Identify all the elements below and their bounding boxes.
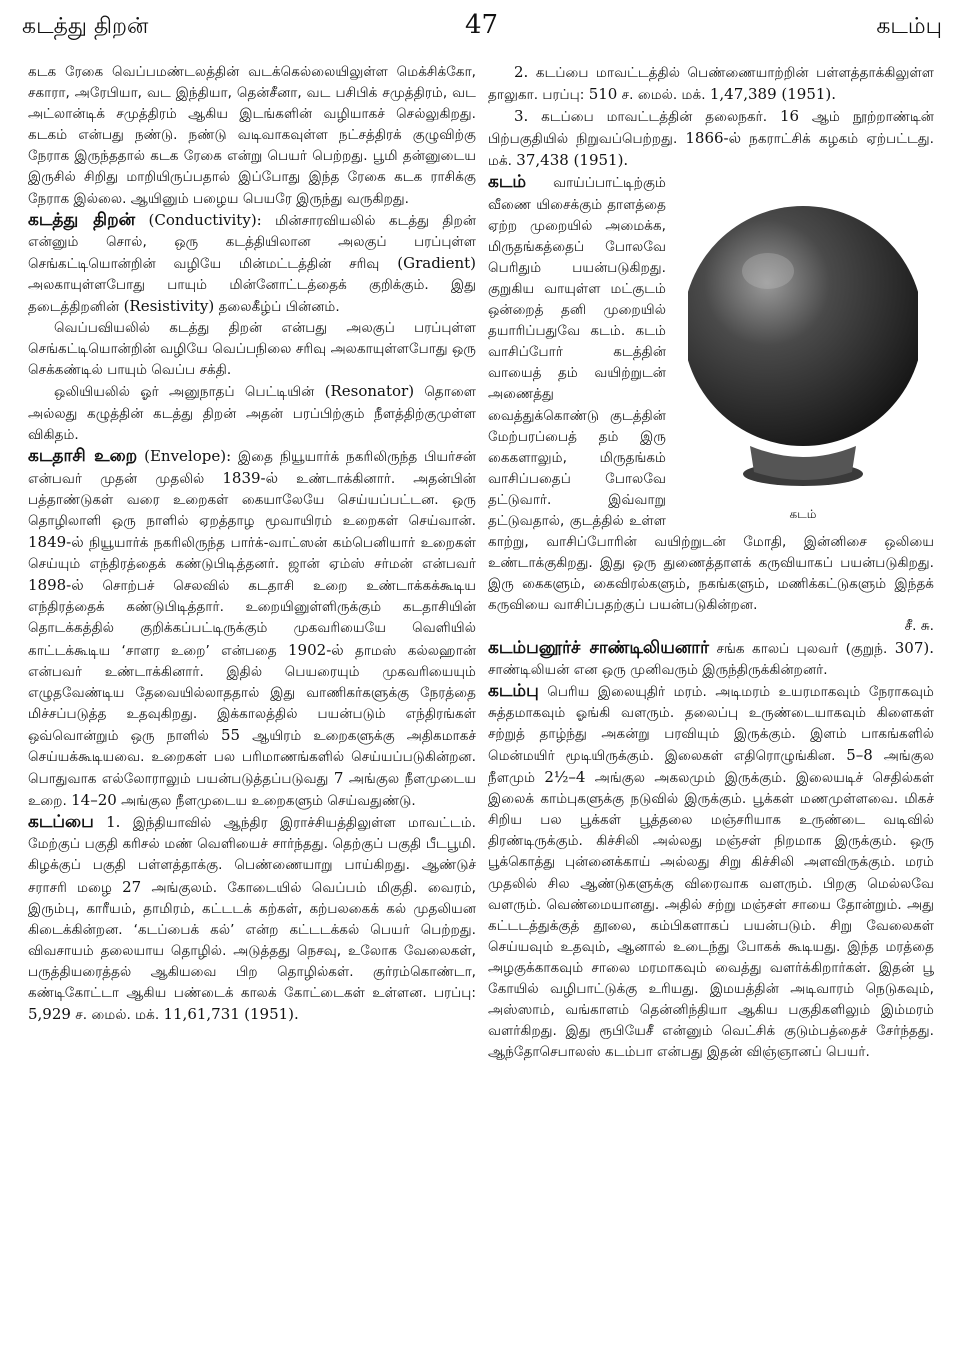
- entry-kadambanur: [488, 638, 934, 681]
- entry-text: கடப்பை மாவட்டத்தில் பெண்ணையாற்றின் பள்ளத்தாக்கிலுள்ள தாலுகா. பரப்பு:: [488, 65, 934, 104]
- year: 1898-ல்: [28, 576, 84, 595]
- number: 5,929: [28, 1005, 71, 1024]
- entry-envelope: [28, 446, 476, 813]
- page-number: 47: [465, 10, 499, 40]
- number: 11,61,731: [163, 1005, 240, 1024]
- entry-text: அங்குல நீளமுடைய உறைகளும் செய்வதுண்டு.: [121, 793, 416, 810]
- paragraph-kadappai-3: [488, 106, 934, 172]
- entry-text: நியூயார்க் நகரிலிருந்த பார்க்-வாட்ஸன் கம்பெனியார் உறைகள் செய்யும் எந்திரத்தைக் கண்டுபிடித்தனர். ஜான் ஏம்ஸ் சர்மன் என்பவர்: [28, 535, 477, 573]
- running-head-left: கடத்து திறன்: [22, 14, 149, 39]
- headword: கடம்பனூர்ச் சாண்டிலியனார்: [488, 637, 710, 658]
- entry-text: அங்குல நீளமுடைய உறை.: [28, 771, 476, 810]
- entry-kadam: [488, 172, 934, 637]
- entry-text: உண்டாக்கினார். அதன்பின் பத்தாண்டுகள் வரை உறைகள் கையாலேயே செய்யப்பட்டன. ஒரு தொழிலாளி ஒரு நாளில் ஏறத்தாழ மூவாயிரம் உறைகள் செய்வான்.: [28, 470, 476, 529]
- entry-text: சொற்பச் செலவில் கடதாசி உறை உண்டாக்கக்கூடிய எந்திரத்தைக் கண்டுபிடித்தார். உறையினுள்ளிருக்கும் கடதாசியின் தொடக்கத்தில் குறிக்கப்பட்டிருக்கும் முகவரியையே வெளியில் காட்டக்கூடிய ‘சாளர உறை’ என்பதை: [28, 578, 476, 659]
- number: 16: [779, 107, 800, 126]
- entry-text: கடப்பை மாவட்டத்தின் தலைநகர்.: [541, 109, 768, 126]
- number: 1,47,389 (1951).: [709, 85, 837, 104]
- ghatam-pot-illustration: [688, 176, 918, 496]
- entry-text: அங்குல அகலமும் இருக்கும். இலையடிச் செதில்கள் இலைக் காம்புகளுக்கு நடுவில் இருக்கும். பூக்கள் மணமுள்ளவை. மிகச் சிறிய பல பூக்கள் பூத்தலை மஞ்சரியாக உருண்டை வடிவில் திரண்டிருக்கும். கிச்சிலி அல்லது மஞ்சள் நிறமாக இருக்கும். ஒரு பூக்கொத்து புன்னைக்காய் அல்லது சிறு கிச்சிலி அளவிருக்கும். மரம் முதலில் சில ஆண்டுகளுக்கு விரைவாக வளரும். பிறகு மெல்லவே வளரும். வெண்மையானது. அதில் சற்று மஞ்சள் சாயை தோன்றும். அது கட்டடத்துக்குத் தூலை, கம்பிகளாகப் பயன்படும். சிறு வேலைகள் செய்யவும் உதவும், ஆனால் உடைந்து போகக் கூடியது. இந்த மரத்தை அழகுக்காகவும் சாலை மரமாகவும் வைத்து வளர்க்கிறார்கள். இதன் பூ கோயில் வழிபாட்டுக்கு உரியது. இமயத்தின் அடிவாரம் நெடுகவும், அஸ்ஸாம், வங்காளம் தென்னிந்தியா ஆகிய பகுதிகளிலும் இம்மரம் வளர்கிறது. இது ரூபியேசீ என்னும் வெட்சிக் குடும்பத்தைச் சேர்ந்தது. ஆந்தோசெபாலஸ் கடம்பா என்பது இதன் விஞ்ஞானப் பெயர்.: [488, 770, 934, 1061]
- headword: கடம்: [488, 172, 527, 193]
- sense-number: 1.: [106, 813, 121, 832]
- english-term: (Envelope):: [144, 446, 232, 465]
- entry-text: பெரிய இலையுதிர் மரம். அடிமரம் உயரமாகவும் நேராகவும் சுத்தமாகவும் ஓங்கி வளரும். தலைப்பு உருண்டையாகவும் கிளைகள் சற்றுத் தாழ்ந்து அகன்று பரவியும் இருக்கும். இளம் பாகங்களில் மென்மயிர் மூடியிருக்கும். இலைகள் எதிரொழுங்கின.: [488, 683, 934, 764]
- number: 27: [122, 877, 142, 896]
- entry-conductivity: [28, 210, 476, 318]
- english-term: (Resonator): [324, 382, 415, 401]
- entry-text: தலைகீழ்ப் பின்னம்.: [218, 299, 340, 316]
- entry-text: தொளை அல்லது கழுத்தின் கடத்து திறன் அதன் பரப்பிற்கும் நீளத்திற்குமுள்ள விகிதம்.: [28, 384, 476, 443]
- english-term: (Gradient): [397, 253, 477, 272]
- headword: கடதாசி உறை: [28, 445, 138, 466]
- entry-text: இந்தியாவில் ஆந்திர இராச்சியத்திலுள்ள மாவட்டம். மேற்குப் பகுதி கரிசல் மண் வெளியைச் சார்ந்தது. தெற்குப் பகுதி பீடபூமி. கிழக்குப் பகுதி பள்ளத்தாக்கு. பெண்ணையாறு பாய்கிறது. ஆண்டுச் சராசரி மழை: [28, 815, 476, 896]
- number: 37,438 (1951).: [516, 151, 629, 170]
- sense-number: 3.: [514, 107, 529, 126]
- year: 1839-ல்: [222, 468, 279, 487]
- entry-text: வாய்ப்பாட்டிற்கும் வீணை யிசைக்கும் தாளத்தை ஏற்ற முறையில் அமைக்க, மிருதங்கத்தைப் போலவே பெரிதும் பயன்படுகிறது. குறுகிய வாயுள்ள மட்குடம் ஒன்றைத் தனி முறையில் தயாரிப்பதுவே கடம். கடம் வாசிப்போர் கடத்தின் வாயைத் தம் வயிற்றுடன் அணைத்து வைத்துக்கொண்டு குடத்தின் மேற்பரப்பைத் தம் இரு கைகளாலும், மிருதங்கம் வாசிப்பதைப் போலவே தட்டுவார். இவ்வாறு தட்டுவதால், குடத்தில் உள்ள காற்று, வாசிப்போரின் வயிற்றுடன் மோதி, இன்னிசை ஒலியை உண்டாக்குகிறது. இது ஒரு துணைத்தாளக் கருவியாகப் பயன்படுகிறது. இரு கைகளும், கைவிரல்களும், நகங்களும், மணிக்கட்டுகளும் இந்தக் கருவியை வாசிப்பதற்குப் பயன்படுகின்றன.: [488, 175, 934, 614]
- entry-text: அங்குல நீளமும்: [488, 748, 935, 787]
- entry-text: மின்சாரவியலில் கடத்து திறன் என்னும் சொல், ஒரு கடத்தியிலான அலகுப் பரப்புள்ள செங்கட்டியொன்றின் வழியே மின்மட்டத்தின் சரிவு: [28, 212, 477, 272]
- number: 307).: [894, 638, 934, 657]
- entry-text: ஆயிரம் உறைகளுக்கு அதிகமாகச் செய்யக்கூடியவை. உறைகள் பல பரிமாணங்களில் செய்யப்படுகின்றன. பொதுவாக எல்லோராலும் பயன்படுத்தப்படுவது: [28, 727, 477, 788]
- entry-text: ச. மைல். மக்.: [621, 87, 706, 104]
- figure-caption: கடம்: [789, 507, 817, 522]
- year: 1902-ல்: [288, 640, 344, 659]
- entry-text: தாமஸ் கல்லஹான் என்பவர் உண்டாக்கினார். இதில் பெயரையும் முகவரியையும் எழுதவேண்டிய தேவையில்லாததால் இது வாணிகர்களுக்கு நேரத்தை மிச்சப்படுத்த உதவுகிறது. இக்காலத்தில் பயன்படும் எந்திரங்கள் ஒவ்வொன்றும் ஒரு நாளில்: [28, 642, 477, 744]
- entry-text: அலகாயுள்ளபோது பாயும் மின்னோட்டத்தைக் குறிக்கும். இது தடைத்திறனின்: [28, 276, 476, 316]
- number: 5–8: [846, 746, 873, 764]
- entry-text: ஒலியியலில் ஓர் அனுநாதப் பெட்டியின்: [54, 384, 315, 401]
- entry-text: சாண்டிலியன் என ஒரு முனிவரும் இருந்திருக்கின்றனர்.: [488, 661, 828, 678]
- entry-text: நகராட்சிக் கழகம் ஏற்பட்டது. மக்.: [488, 131, 935, 170]
- paragraph: வெப்பவியலில் கடத்து திறன் என்பது அலகுப் பரப்புள்ள செங்கட்டியொன்றின் வழியே வெப்பநிலை சரிவு அலகாயுள்ளபோது ஒரு செக்கண்டில் பாயும் வெப்ப சக்தி.: [28, 320, 476, 379]
- headword: கடம்பு: [488, 680, 539, 701]
- headword: கடப்பை: [28, 812, 94, 833]
- paragraph: [28, 381, 476, 445]
- sense-number: 2.: [514, 63, 529, 81]
- paragraph-kadappai-2: [488, 62, 934, 106]
- entry-text: ஆம் நூற்றாண்டின் பிற்பகுதியில் நிறுவப்பெற்றது.: [488, 109, 934, 148]
- entry-text: அங்குலம். கோடையில் வெப்பம் மிகுதி. வைரம், இரும்பு, காரீயம், தாமிரம், கட்டடக் கற்கள், கற்பலகைக் கல் முதலியன கிடைக்கின்றன. ‘கடப்பைக் கல்’ என்ற கட்டடக்கல் பெயர் பெற்றது. விவசாயம் தலையாய தொழில். அடுத்தது நெசவு, உலோக வேலைகள், பருத்தியரைத்தல் ஆகியவை பிற தொழில்கள். குர்ரம்கொண்டா, கண்டிகோட்டா ஆகிய பண்டைக் காலக் கோட்டைகள் உள்ளன. பரப்பு:: [28, 879, 476, 1002]
- year: 1849-ல்: [28, 533, 84, 552]
- entry-kadambu: [488, 681, 934, 1064]
- entry-kadappai: [28, 812, 476, 1026]
- number: 2½–4: [544, 768, 586, 787]
- running-head-right: கடம்பு: [876, 14, 942, 39]
- entry-text: சங்க காலப் புலவர் (குறுந்.: [716, 640, 888, 657]
- right-column: [488, 62, 934, 1063]
- entry-text: இதை நியூயார்க் நகரிலிருந்த பியர்சன் என்பவர் முதன் முதலில்: [28, 448, 476, 487]
- number: 7: [333, 769, 344, 788]
- paragraph-kadaka-rekai: கடக ரேகை வெப்பமண்டலத்தின் வடக்கெல்லையிலுள்ள மெக்சிக்கோ, சகாரா, அரேபியா, வட இந்தியா, தென்சீனா, வட பசிபிக் சமுத்திரம், வட அட்லான்டிக் சமுத்திரம் ஆகிய இடங்களின் வழியாகச் செல்லுகிறது. கடகம் என்பது நண்டு. நண்டு வடிவாகவுள்ள நட்சத்திரக் குழுவிற்கு நேராக இருந்ததால் கடக ரேகை என்று பெயர் பெற்றது. பூமி தன்னுடைய இருசில் சிறிது மாறியிருப்பதால் இப்போது இந்த ரேகை கடக ராசிக்கு நேராக இல்லை. ஆயினும் பழைய பெயரே இருந்து வருகிறது.: [28, 64, 476, 207]
- year: 1866-ல்: [685, 129, 742, 148]
- author-signature: சீ. சு.: [904, 618, 934, 635]
- headword: கடத்து திறன்: [28, 209, 136, 230]
- year: (1951).: [244, 1005, 299, 1024]
- number: 510: [588, 85, 618, 104]
- figure-ghatam: [672, 176, 934, 526]
- left-column: [28, 62, 476, 1026]
- english-term: (Resistivity): [123, 297, 215, 316]
- english-term: (Conductivity):: [148, 210, 262, 229]
- number: 55: [220, 725, 241, 744]
- number: 14–20: [71, 791, 117, 810]
- entry-text: ச. மைல். மக்.: [75, 1007, 160, 1024]
